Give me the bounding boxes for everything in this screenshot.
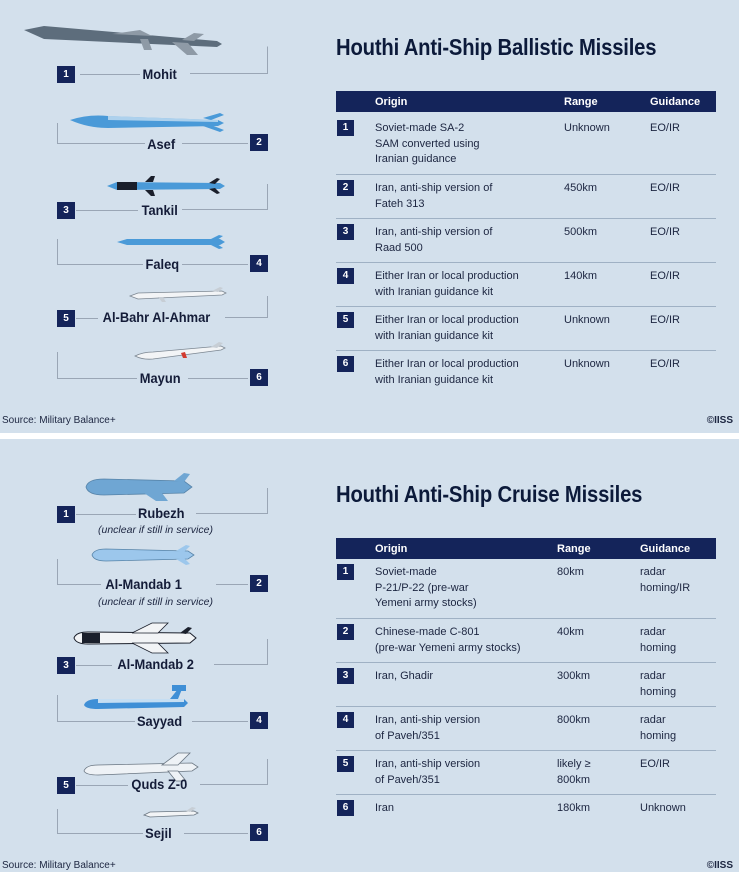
table-header: [336, 91, 716, 112]
cell-range: 800km: [557, 714, 591, 726]
row-number-badge: 3: [337, 224, 354, 240]
missile-name-label: Tankil: [141, 202, 178, 218]
cell-range: Unknown: [564, 122, 610, 134]
ballistic-table: [336, 91, 716, 395]
table-row: [336, 619, 716, 663]
cell-origin: Either Iran or local production with Iranian guidance kit: [375, 358, 519, 386]
connector-line: [80, 74, 140, 75]
connector-line: [76, 318, 98, 319]
connector-line: [76, 785, 128, 786]
missile-number-badge: 4: [250, 255, 268, 272]
cell-range: Unknown: [564, 314, 610, 326]
faleq-missile-image: [115, 234, 227, 250]
connector-line: [200, 759, 268, 785]
row-number-badge: 2: [337, 624, 354, 640]
cell-guidance: radar homing: [640, 626, 677, 654]
connector-line: [76, 514, 136, 515]
cell-range: 300km: [557, 670, 591, 682]
missile-name-label: Asef: [147, 136, 176, 152]
cell-origin: Chinese-made C-801 (pre-war Yemeni army stocks): [375, 626, 521, 654]
cell-range: 180km: [557, 802, 591, 814]
connector-line: [182, 143, 248, 144]
connector-line: [57, 833, 143, 834]
table-row: [336, 263, 716, 307]
connector-line: [192, 721, 248, 722]
connector-line: [196, 488, 268, 514]
cell-range: likely ≥ 800km: [557, 758, 591, 786]
connector-line: [76, 665, 112, 666]
cell-range: 500km: [564, 226, 598, 238]
missile-name-label: Faleq: [145, 256, 180, 272]
connector-line: [57, 584, 101, 585]
table-row: [336, 795, 716, 829]
missile-name-label: Mayun: [139, 370, 181, 386]
cell-origin: Soviet-made P-21/P-22 (pre-war Yemeni army stocks): [375, 566, 477, 609]
cell-guidance: EO/IR: [650, 270, 680, 282]
panel-title: Houthi Anti-Ship Cruise Missiles: [336, 481, 643, 507]
missile-status-note: (unclear if still in service): [98, 596, 213, 608]
cell-guidance: EO/IR: [650, 358, 680, 370]
connector-line: [57, 559, 58, 584]
missile-name-label: Al-Mandab 1: [105, 576, 182, 592]
missile-number-badge: 2: [250, 134, 268, 151]
connector-line: [216, 584, 248, 585]
connector-line: [57, 143, 145, 144]
cell-origin: Iran, anti-ship version of Paveh/351: [375, 758, 481, 786]
copyright-note: ©IISS: [706, 860, 733, 871]
missile-name-label: Al-Bahr Al-Ahmar: [102, 309, 211, 325]
cell-guidance: radar homing: [640, 714, 677, 742]
missile-name-label: Sayyad: [136, 713, 183, 729]
source-note: Source: Military Balance+: [2, 860, 116, 871]
cell-guidance: radar homing: [640, 670, 677, 698]
row-number-badge: 5: [337, 312, 354, 328]
cell-origin: Either Iran or local production with Iranian guidance kit: [375, 270, 519, 298]
row-number-badge: 1: [337, 564, 354, 580]
cell-origin: Either Iran or local production with Iranian guidance kit: [375, 314, 519, 342]
cruise-missiles-panel: [0, 439, 739, 872]
cell-origin: Iran, Ghadir: [375, 670, 434, 682]
sayyad-missile-image: [82, 683, 192, 715]
cell-origin: Iran, anti-ship version of Raad 500: [375, 226, 493, 254]
missile-name-label: Quds Z-0: [131, 776, 188, 792]
connector-line: [57, 239, 58, 264]
missile-number-badge: 4: [250, 712, 268, 729]
copyright-note: ©IISS: [706, 415, 733, 426]
rubezh-missile-image: [84, 471, 199, 503]
connector-line: [182, 264, 248, 265]
table-row: [336, 307, 716, 351]
missile-number-badge: 3: [57, 657, 75, 674]
connector-line: [57, 809, 58, 833]
missile-name-label: Mohit: [142, 66, 177, 82]
cell-guidance: radar homing/IR: [640, 566, 691, 594]
cell-guidance: EO/IR: [650, 122, 680, 134]
missile-number-badge: 5: [57, 310, 75, 327]
cell-guidance: EO/IR: [650, 314, 680, 326]
column-header-range: Range: [557, 543, 591, 555]
cell-guidance: EO/IR: [650, 226, 680, 238]
connector-line: [57, 352, 58, 378]
mayun-missile-image: [133, 340, 228, 364]
cell-origin: Soviet-made SA-2 SAM converted using Iranian guidance: [375, 122, 480, 165]
row-number-badge: 4: [337, 712, 354, 728]
cell-guidance: EO/IR: [640, 758, 670, 770]
column-header-guidance: Guidance: [640, 543, 691, 555]
al-bahr-al-ahmar-missile-image: [128, 286, 228, 304]
cell-range: 140km: [564, 270, 598, 282]
table-row: [336, 112, 716, 175]
cell-origin: Iran, anti-ship version of Fateh 313: [375, 182, 493, 210]
missile-number-badge: 6: [250, 824, 268, 841]
row-number-badge: 5: [337, 756, 354, 772]
connector-line: [188, 378, 248, 379]
ballistic-missiles-panel: [0, 0, 739, 433]
cell-range: 80km: [557, 566, 584, 578]
cell-range: 450km: [564, 182, 598, 194]
cell-range: Unknown: [564, 358, 610, 370]
row-number-badge: 4: [337, 268, 354, 284]
table-row: [336, 663, 716, 707]
cell-range: 40km: [557, 626, 584, 638]
connector-line: [57, 264, 143, 265]
missile-name-label: Al-Mandab 2: [117, 656, 194, 672]
cell-guidance: EO/IR: [650, 182, 680, 194]
connector-line: [214, 639, 268, 665]
sejil-missile-image: [142, 805, 200, 821]
missile-number-badge: 3: [57, 202, 75, 219]
connector-line: [225, 296, 268, 318]
missile-number-badge: 5: [57, 777, 75, 794]
connector-line: [57, 378, 137, 379]
connector-line: [57, 123, 58, 143]
table-row: [336, 219, 716, 263]
column-header-origin: Origin: [375, 96, 408, 108]
table-row: [336, 751, 716, 795]
row-number-badge: 3: [337, 668, 354, 684]
row-number-badge: 6: [337, 356, 354, 372]
panel-title: Houthi Anti-Ship Ballistic Missiles: [336, 34, 657, 60]
column-header-range: Range: [564, 96, 598, 108]
cruise-table: [336, 538, 716, 829]
cell-guidance: Unknown: [640, 802, 686, 814]
missile-name-label: Rubezh: [138, 505, 185, 521]
connector-line: [76, 210, 138, 211]
missile-number-badge: 1: [57, 506, 75, 523]
table-row: [336, 707, 716, 751]
connector-line: [182, 184, 268, 210]
table-row: [336, 351, 716, 395]
missile-number-badge: 1: [57, 66, 75, 83]
column-header-origin: Origin: [375, 543, 408, 555]
connector-line: [190, 46, 268, 74]
missile-status-note: (unclear if still in service): [98, 524, 213, 536]
al-mandab-1-missile-image: [90, 543, 198, 567]
al-mandab-2-missile-image: [72, 619, 200, 657]
connector-line: [57, 721, 135, 722]
table-row: [336, 175, 716, 219]
missile-number-badge: 6: [250, 369, 268, 386]
table-header: [336, 538, 716, 559]
row-number-badge: 2: [337, 180, 354, 196]
connector-line: [57, 695, 58, 721]
table-row: [336, 559, 716, 619]
row-number-badge: 6: [337, 800, 354, 816]
column-header-guidance: Guidance: [650, 96, 701, 108]
missile-name-label: Sejil: [145, 825, 172, 841]
cell-origin: Iran, anti-ship version of Paveh/351: [375, 714, 481, 742]
row-number-badge: 1: [337, 120, 354, 136]
missile-number-badge: 2: [250, 575, 268, 592]
cell-origin: Iran: [375, 802, 394, 814]
source-note: Source: Military Balance+: [2, 415, 116, 426]
connector-line: [184, 833, 248, 834]
